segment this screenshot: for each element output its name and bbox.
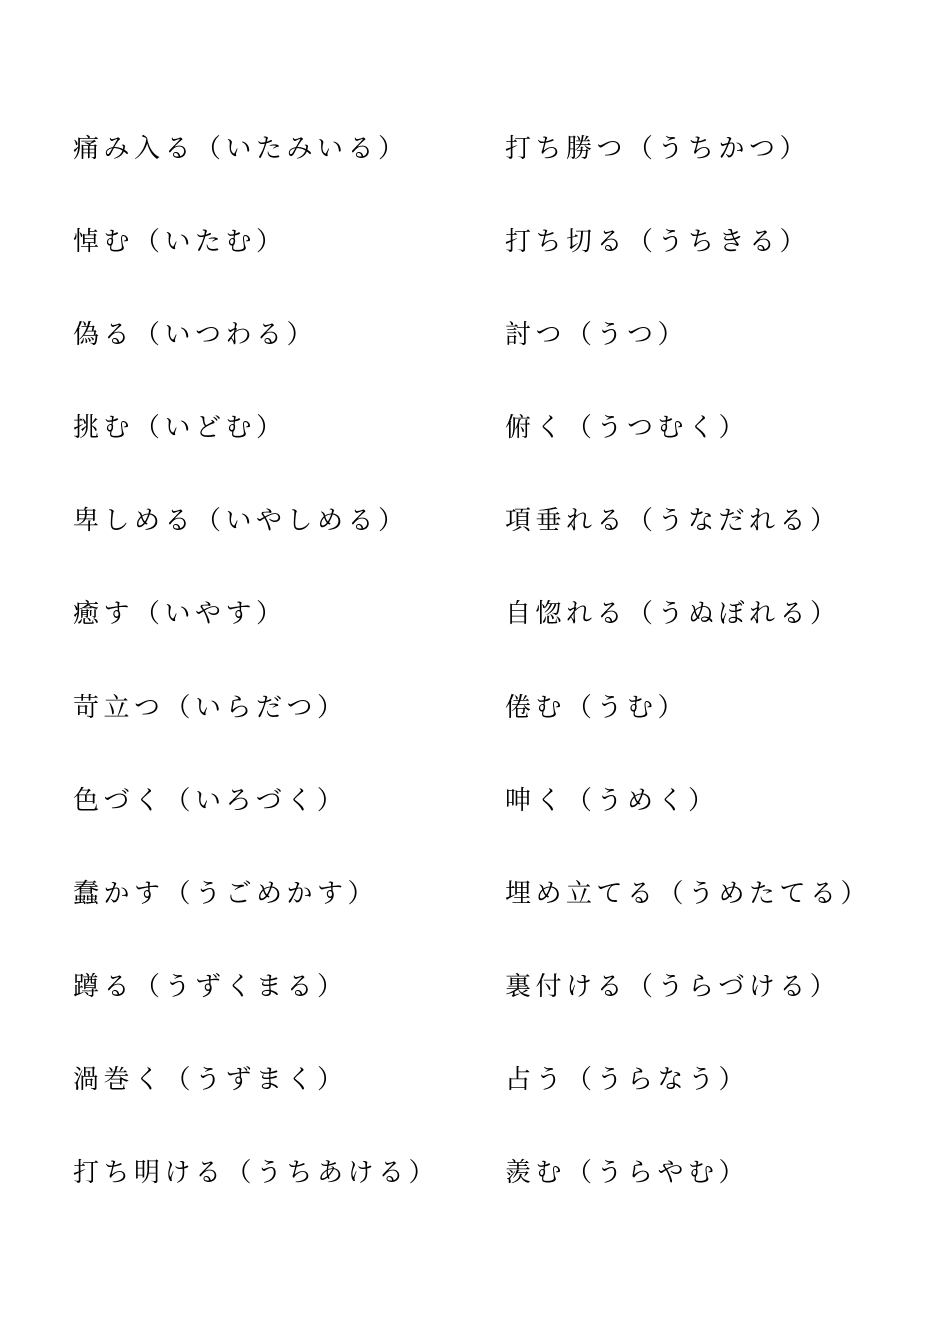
right-column (505, 130, 925, 1247)
word-entry: 癒す（いやす） (73, 599, 287, 630)
word-entry: 卑しめる（いやしめる） (73, 506, 409, 537)
word-entry: 埋め立てる（うめたてる） (505, 878, 872, 909)
word-entry: 苛立つ（いらだつ） (73, 692, 348, 723)
word-entry: 倦む（うむ） (505, 692, 689, 723)
word-entry: 渦巻く（うずまく） (73, 1064, 348, 1095)
word-entry: 項垂れる（うなだれる） (505, 506, 841, 537)
word-entry: 悼む（いたむ） (73, 227, 287, 258)
word-entry: 自惚れる（うぬぼれる） (505, 599, 841, 630)
word-entry: 打ち明ける（うちあける） (73, 1158, 440, 1189)
word-entry: 挑む（いどむ） (73, 413, 287, 444)
left-column (73, 130, 493, 1247)
word-entry: 蠢かす（うごめかす） (73, 878, 379, 909)
word-entry: 羨む（うらやむ） (505, 1158, 750, 1189)
word-entry: 蹲る（うずくまる） (73, 971, 348, 1002)
word-entry: 偽る（いつわる） (73, 320, 318, 351)
word-entry: 色づく（いろづく） (73, 785, 348, 816)
word-entry: 打ち切る（うちきる） (505, 227, 811, 258)
word-entry: 討つ（うつ） (505, 320, 689, 351)
word-entry: 呻く（うめく） (505, 785, 719, 816)
word-entry: 裏付ける（うらづける） (505, 971, 841, 1002)
word-entry: 占う（うらなう） (505, 1064, 750, 1095)
word-entry: 痛み入る（いたみいる） (73, 134, 409, 164)
word-entry: 俯く（うつむく） (505, 413, 750, 444)
word-entry: 打ち勝つ（うちかつ） (505, 134, 811, 164)
